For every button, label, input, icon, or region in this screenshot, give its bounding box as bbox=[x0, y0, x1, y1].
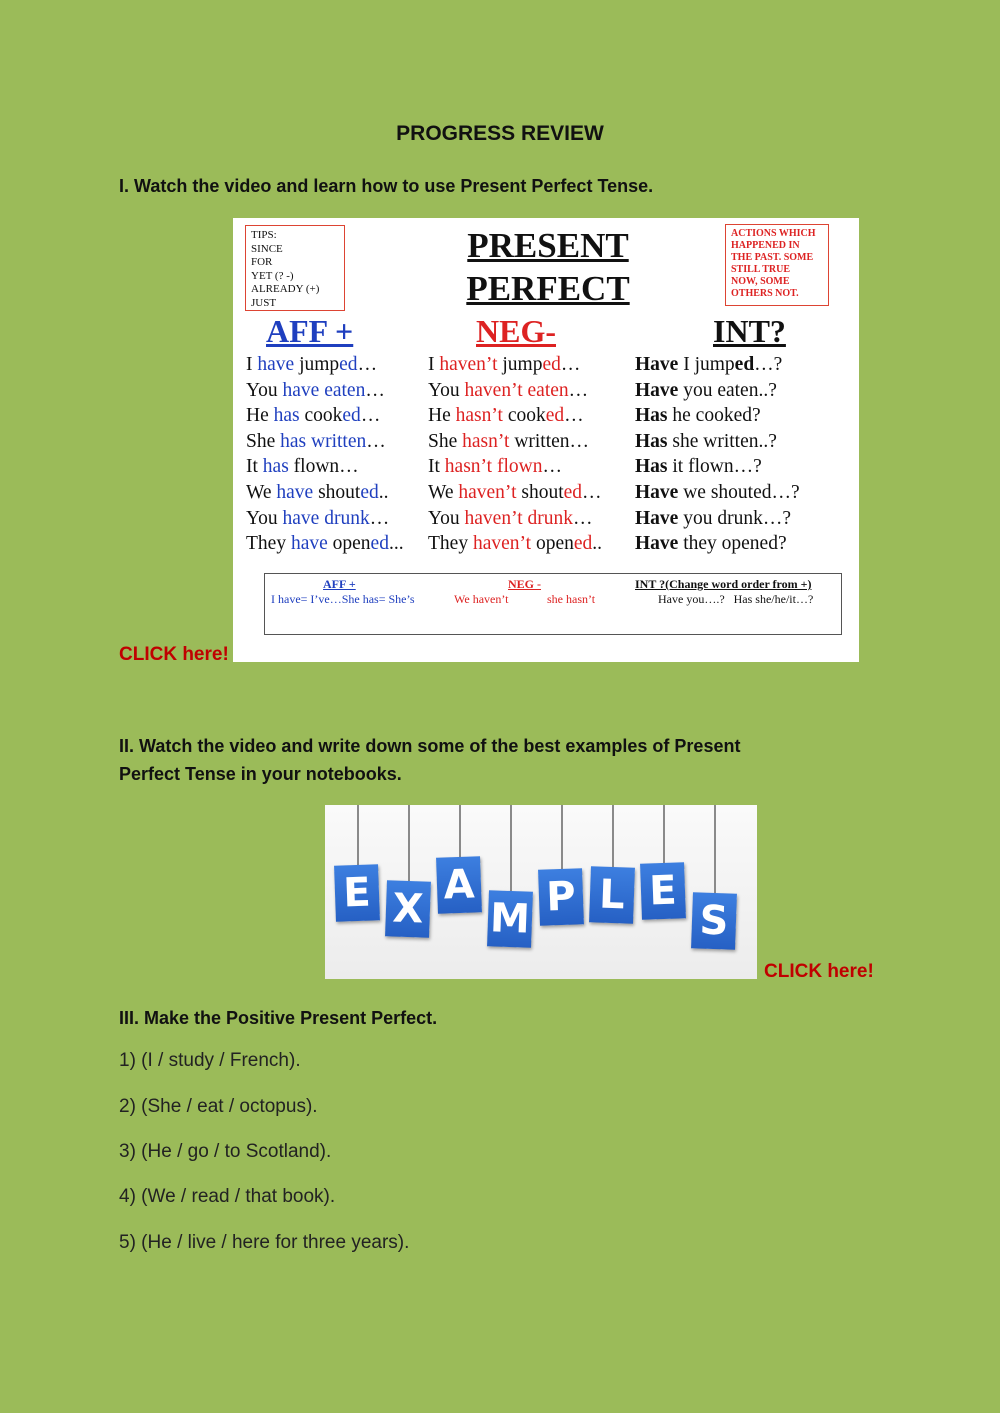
neg-verb: cook bbox=[502, 405, 546, 427]
note-line: NOW, SOME bbox=[731, 276, 790, 287]
aff-row bbox=[246, 482, 388, 504]
neg-verb: open bbox=[531, 533, 574, 555]
aff-tail: .. bbox=[378, 482, 389, 503]
aff-row bbox=[246, 533, 404, 555]
click-here-link-video-2[interactable]: CLICK here! bbox=[764, 961, 874, 982]
neg-row bbox=[428, 405, 584, 427]
section-3-heading: III. Make the Positive Present Perfect. bbox=[119, 1008, 438, 1028]
section-2-heading bbox=[119, 732, 740, 788]
letter-card: P bbox=[538, 868, 584, 926]
int-row bbox=[635, 533, 787, 555]
aff-tail: … bbox=[369, 507, 390, 529]
neg-auxiliary: haven’t eaten bbox=[464, 379, 569, 401]
aff-subject: I bbox=[246, 354, 258, 375]
aff-row bbox=[246, 380, 385, 402]
aff-tail: … bbox=[365, 379, 385, 401]
aff-auxiliary: has written bbox=[280, 430, 367, 452]
letter-card: X bbox=[385, 880, 431, 938]
aff-verb: shout bbox=[313, 482, 361, 503]
aff-auxiliary: has bbox=[273, 405, 300, 427]
note-line: ACTIONS WHICH bbox=[731, 228, 816, 239]
letter-card: A bbox=[436, 856, 482, 914]
tips-item: FOR bbox=[251, 256, 273, 268]
int-auxiliary: Have bbox=[635, 379, 679, 401]
col-neg-heading: NEG- bbox=[476, 313, 556, 349]
aff-auxiliary: has bbox=[262, 456, 289, 478]
aff-subject: We bbox=[246, 482, 277, 503]
aff-tail: … bbox=[357, 354, 378, 375]
summary-aff-heading: AFF + bbox=[323, 577, 356, 591]
int-rest: she written..? bbox=[667, 430, 777, 452]
summary-neg-text-1: We haven’t bbox=[454, 592, 509, 606]
exercise-item-1: 1) (I / study / French). bbox=[119, 1050, 301, 1071]
neg-ending: ed bbox=[545, 405, 565, 427]
hanging-string bbox=[663, 805, 665, 863]
hanging-string bbox=[408, 805, 410, 881]
neg-auxiliary: haven’t drunk bbox=[464, 507, 574, 529]
aff-row bbox=[246, 456, 359, 478]
tips-item: SINCE bbox=[251, 242, 283, 255]
int-row bbox=[635, 482, 800, 504]
neg-auxiliary: haven’t bbox=[439, 354, 498, 375]
int-auxiliary: Have bbox=[635, 482, 679, 503]
int-row bbox=[635, 508, 791, 530]
neg-row bbox=[428, 482, 602, 504]
neg-subject: He bbox=[428, 405, 456, 427]
int-row bbox=[635, 354, 782, 376]
aff-row bbox=[246, 508, 389, 530]
neg-tail: .. bbox=[592, 533, 603, 555]
neg-tail: … bbox=[569, 430, 590, 452]
int-rest: we shouted…? bbox=[678, 482, 800, 503]
examples-image bbox=[325, 805, 757, 979]
neg-verb: shout bbox=[516, 482, 564, 503]
aff-row bbox=[246, 354, 377, 376]
int-rest: I jump bbox=[678, 354, 735, 375]
int-auxiliary: Has bbox=[635, 405, 668, 427]
hanging-string bbox=[714, 805, 716, 893]
exercise-item-3: 3) (He / go / to Scotland). bbox=[119, 1141, 332, 1162]
int-ending: ed bbox=[734, 354, 755, 375]
int-rest: you drunk…? bbox=[678, 507, 791, 529]
page-title: PROGRESS REVIEW bbox=[396, 122, 604, 145]
aff-auxiliary: have bbox=[257, 354, 295, 375]
aff-ending: ed bbox=[342, 405, 361, 427]
summary-neg-heading: NEG - bbox=[508, 577, 541, 591]
neg-auxiliary: hasn’t bbox=[462, 430, 510, 452]
aff-verb: flown bbox=[288, 456, 340, 478]
neg-subject: It bbox=[428, 456, 445, 478]
summary-int-text: Have you….? Has she/he/it…? bbox=[658, 592, 814, 606]
tips-item: ALREADY (+) bbox=[251, 283, 320, 295]
neg-row bbox=[428, 508, 593, 530]
int-rest: you eaten..? bbox=[678, 379, 777, 401]
hanging-string bbox=[357, 805, 359, 865]
note-line: THE PAST. SOME bbox=[731, 252, 814, 263]
neg-tail: … bbox=[564, 405, 584, 427]
aff-tail: ... bbox=[388, 533, 404, 555]
letter-card: L bbox=[589, 866, 635, 924]
letter-card: E bbox=[334, 864, 380, 922]
hanging-string bbox=[459, 805, 461, 857]
int-rest: it flown…? bbox=[667, 456, 762, 478]
letter-card: E bbox=[640, 862, 686, 920]
exercise-item-4: 4) (We / read / that book). bbox=[119, 1186, 336, 1207]
neg-subject: She bbox=[428, 430, 463, 452]
aff-subject: She bbox=[246, 430, 281, 452]
aff-verb: cook bbox=[299, 405, 343, 427]
neg-verb: jump bbox=[497, 354, 543, 375]
neg-tail: … bbox=[582, 482, 602, 503]
summary-int-heading: INT ?(Change word order from +) bbox=[635, 577, 812, 591]
neg-row bbox=[428, 380, 588, 402]
int-rest: they opened? bbox=[678, 533, 787, 555]
int-row bbox=[635, 380, 777, 402]
int-row bbox=[635, 405, 761, 427]
present-perfect-chart bbox=[233, 218, 859, 662]
neg-tail: … bbox=[560, 354, 581, 375]
col-aff-heading: AFF + bbox=[266, 313, 354, 349]
exercise-item-5: 5) (He / live / here for three years). bbox=[119, 1232, 410, 1253]
aff-auxiliary: have drunk bbox=[282, 507, 370, 529]
int-auxiliary: Have bbox=[635, 507, 679, 529]
summary-neg-text-2: she hasn’t bbox=[547, 592, 596, 606]
aff-ending: ed bbox=[370, 533, 389, 555]
neg-subject: You bbox=[428, 507, 465, 529]
int-auxiliary: Have bbox=[635, 354, 679, 375]
int-auxiliary: Has bbox=[635, 456, 668, 478]
int-row bbox=[635, 431, 777, 453]
section-1-heading: I. Watch the video and learn how to use Present Perfect Tense. bbox=[119, 176, 654, 196]
exercise-item-2: 2) (She / eat / octopus). bbox=[119, 1096, 318, 1117]
note-line: OTHERS NOT. bbox=[731, 288, 799, 299]
neg-auxiliary: hasn’t flown bbox=[444, 456, 543, 478]
summary-aff-text: I have= I’ve…She has= She’s bbox=[271, 592, 415, 606]
neg-subject: You bbox=[428, 379, 465, 401]
neg-verb: written bbox=[509, 430, 570, 452]
click-here-link-video-1[interactable]: CLICK here! bbox=[119, 644, 229, 665]
letter-card: M bbox=[487, 890, 533, 948]
tips-item: YET (? -) bbox=[251, 269, 294, 282]
aff-verb: jump bbox=[294, 354, 340, 375]
aff-row bbox=[246, 405, 380, 427]
aff-auxiliary: have bbox=[276, 482, 314, 503]
tips-item: JUST bbox=[251, 296, 277, 309]
contractions-summary bbox=[264, 573, 842, 635]
int-rest: he cooked? bbox=[667, 405, 761, 427]
neg-tail: … bbox=[542, 456, 562, 478]
aff-tail: … bbox=[366, 430, 386, 452]
neg-row bbox=[428, 431, 589, 453]
aff-auxiliary: have eaten bbox=[282, 379, 366, 401]
aff-tail: … bbox=[339, 456, 359, 478]
neg-row bbox=[428, 533, 602, 555]
tips-box bbox=[245, 225, 345, 311]
int-tail: …? bbox=[754, 354, 783, 375]
neg-tail: … bbox=[568, 379, 589, 401]
int-auxiliary: Has bbox=[635, 430, 668, 452]
aff-subject: You bbox=[246, 379, 283, 401]
aff-verb: open bbox=[327, 533, 371, 555]
aff-subject: They bbox=[246, 533, 291, 555]
neg-tail: … bbox=[573, 507, 593, 529]
aff-ending: ed bbox=[360, 482, 379, 503]
actions-note-box bbox=[725, 224, 829, 306]
neg-ending: ed bbox=[573, 533, 593, 555]
hanging-string bbox=[510, 805, 512, 891]
aff-row bbox=[246, 431, 386, 453]
neg-subject: I bbox=[428, 354, 440, 375]
int-auxiliary: Have bbox=[635, 533, 679, 555]
tips-label: TIPS: bbox=[251, 229, 277, 241]
section-2-heading-line-2: Perfect Tense in your notebooks. bbox=[119, 764, 402, 784]
aff-subject: It bbox=[246, 456, 263, 478]
hanging-string bbox=[561, 805, 563, 869]
neg-row bbox=[428, 354, 580, 376]
aff-auxiliary: have bbox=[290, 533, 328, 555]
aff-tail: … bbox=[360, 405, 381, 427]
aff-subject: You bbox=[246, 507, 283, 529]
section-2-heading-line-1: II. Watch the video and write down some of the best examples of Present bbox=[119, 736, 741, 756]
neg-ending: ed bbox=[542, 354, 561, 375]
aff-ending: ed bbox=[339, 354, 358, 375]
note-line: STILL TRUE bbox=[731, 264, 791, 275]
neg-auxiliary: hasn’t bbox=[455, 405, 503, 427]
chart-title-line1: PRESENT bbox=[467, 226, 629, 265]
int-row bbox=[635, 456, 762, 478]
note-line: HAPPENED IN bbox=[731, 240, 800, 251]
neg-ending: ed bbox=[563, 482, 583, 503]
hanging-string bbox=[612, 805, 614, 867]
neg-subject: We bbox=[428, 482, 459, 503]
letter-card: S bbox=[691, 892, 737, 950]
chart-title-line2: PERFECT bbox=[466, 269, 630, 308]
neg-auxiliary: haven’t bbox=[458, 482, 517, 503]
neg-row bbox=[428, 456, 562, 478]
col-int-heading: INT? bbox=[713, 313, 786, 349]
neg-subject: They bbox=[428, 533, 473, 555]
neg-auxiliary: haven’t bbox=[472, 533, 532, 555]
aff-subject: He bbox=[246, 405, 274, 427]
